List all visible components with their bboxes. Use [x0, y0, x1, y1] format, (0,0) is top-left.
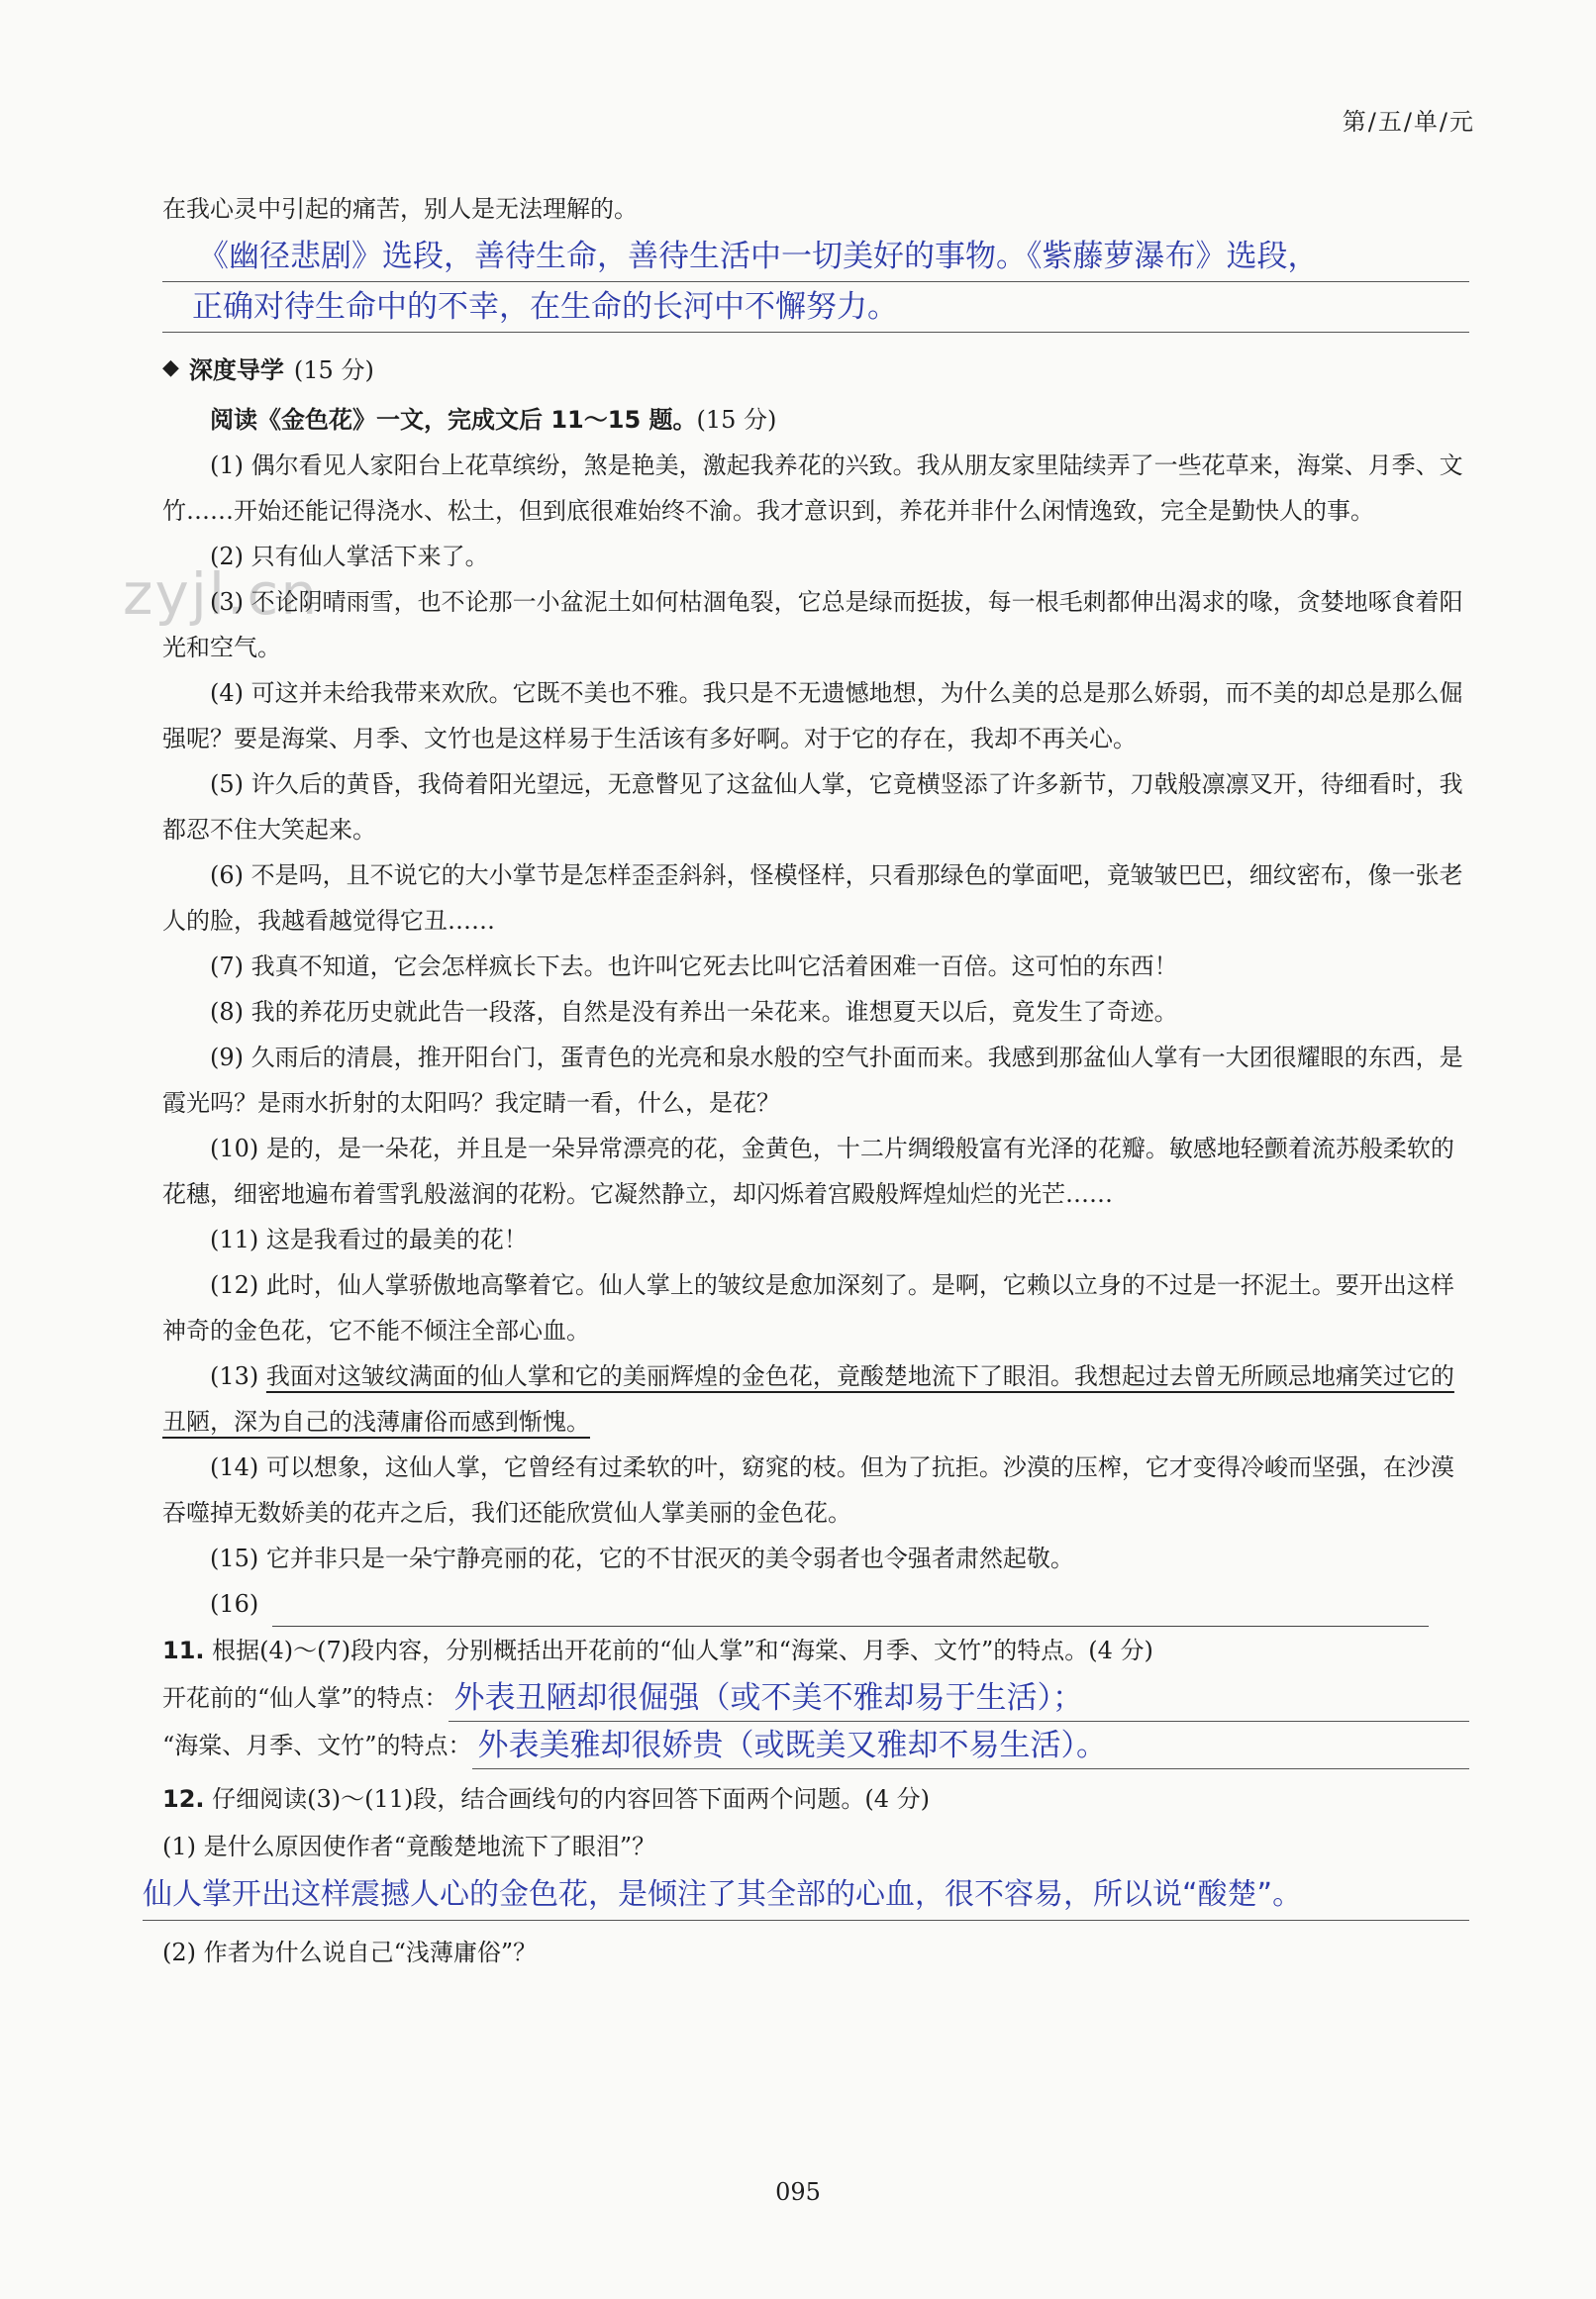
reading-intro-text: 阅读《金色花》一文，完成文后 11～15 题。 [210, 406, 697, 434]
paragraph: (7) 我真不知道，它会怎样疯长下去。也许叫它死去比叫它活着困难一百倍。这可怕的东西！ [210, 952, 1178, 980]
paragraph-16-number: (16) [210, 1590, 259, 1618]
page-content [143, 186, 1469, 1976]
answer-label: 开花前的“仙人掌”的特点： [162, 1684, 449, 1712]
question-number: 11. [162, 1637, 205, 1664]
fill-in-blank[interactable] [272, 1596, 1429, 1627]
watermark: zyjl.cn [123, 560, 320, 628]
paragraph: (12) 此时，仙人掌骄傲地高擎着它。仙人掌上的皱纹是愈加深刻了。是啊，它赖以立身的不过是一抔泥土。要开出这样神奇的金色花，它不能不倾注全部心血。 [162, 1271, 1454, 1345]
handwritten-answer[interactable]: 外表丑陋却很倔强（或不美不雅却易于生活）； [449, 1675, 1469, 1722]
reading-intro [162, 397, 1469, 443]
top-text: 在我心灵中引起的痛苦，别人是无法理解的。 [162, 195, 638, 223]
question-text: 仔细阅读(3)～(11)段，结合画线句的内容回答下面两个问题。(4 分) [212, 1785, 931, 1813]
question-number: 12. [162, 1785, 205, 1813]
section-title: 深度导学 [188, 356, 284, 384]
answer-line-1: 《幽径悲剧》选段，善待生命，善待生活中一切美好的事物。《紫藤萝瀑布》选段， [162, 232, 1469, 282]
handwritten-answer[interactable]: 仙人掌开出这样震撼人心的金色花，是倾注了其全部的心血，很不容易，所以说“酸楚”。 [143, 1870, 1469, 1921]
paragraph: (3) 不论阴晴雨雪，也不论那一小盆泥土如何枯涸龟裂，它总是绿而挺拔，每一根毛刺都伸出渴求的喙，贪婪地啄食着阳光和空气。 [162, 588, 1463, 661]
top-handwritten-answer [192, 232, 1469, 333]
paragraph: (9) 久雨后的清晨，推开阳台门，蛋青色的光亮和泉水般的空气扑面而来。我感到那盆仙人掌有一大团很耀眼的东西，是霞光吗？是雨水折射的太阳吗？我定睛一看，什么，是花？ [162, 1044, 1463, 1117]
answer-row-flowers [162, 1722, 1469, 1769]
section-score: (15 分) [293, 356, 374, 384]
sub-question-1: (1) 是什么原因使作者“竟酸楚地流下了眼泪”？ [162, 1833, 656, 1860]
answer-row-cactus [162, 1674, 1469, 1722]
question-12 [162, 1775, 1469, 1823]
paragraph: (4) 可这并未给我带来欢欣。它既不美也不雅。我只是不无遗憾地想，为什么美的总是那么娇弱，而不美的却总是那么倔强呢？要是海棠、月季、文竹也是这样易于生活该有多好啊。对于它的存在，我却不再关心。 [162, 679, 1463, 752]
paragraph: (1) 偶尔看见人家阳台上花草缤纷，煞是艳美，激起我养花的兴致。我从朋友家里陆续弄了一些花草来，海棠、月季、文竹……开始还能记得浇水、松土，但到底很难始终不渝。我才意识到，养花并非什么闲情逸致，完全是勤快人的事。 [162, 451, 1463, 525]
paragraph-13 [162, 1353, 1469, 1445]
underlined-sentence: 我面对这皱纹满面的仙人掌和它的美丽辉煌的金色花，竟酸楚地流下了眼泪。我想起过去曾无所顾忌地痛笑过它的丑陋，深为自己的浅薄庸俗而感到惭愧。 [162, 1362, 1454, 1436]
paragraph: (2) 只有仙人掌活下来了。 [210, 543, 489, 570]
paragraph: (5) 许久后的黄昏，我倚着阳光望远，无意瞥见了这盆仙人掌，它竟横竖添了许多新节，刀戟般凛凛叉开，待细看时，我都忍不住大笑起来。 [162, 770, 1463, 844]
diamond-icon: ◆ [162, 355, 179, 380]
sub-question-2: (2) 作者为什么说自己“浅薄庸俗”？ [162, 1939, 538, 1966]
paragraph-16 [162, 1581, 1469, 1627]
paragraph: (6) 不是吗，且不说它的大小掌节是怎样歪歪斜斜，怪模怪样，只看那绿色的掌面吧，竟皱皱巴巴，细纹密布，像一张老人的脸，我越看越觉得它丑…… [162, 861, 1463, 935]
paragraph-13-number: (13) [210, 1362, 259, 1390]
section-heading [162, 350, 1469, 385]
page-number: 095 [775, 2178, 821, 2206]
paragraph: (10) 是的，是一朵花，并且是一朵异常漂亮的花，金黄色，十二片绸缎般富有光泽的花瓣。敏感地轻颤着流苏般柔软的花穗，细密地遍布着雪乳般滋润的花粉。它凝然静立，却闪烁着宫殿般辉煌灿烂的光芒…… [162, 1135, 1454, 1208]
paragraph: (8) 我的养花历史就此告一段落，自然是没有养出一朵花来。谁想夏天以后，竟发生了奇迹。 [210, 998, 1178, 1026]
question-text: 根据(4)～(7)段内容，分别概括出开花前的“仙人掌”和“海棠、月季、文竹”的特点。(4 分) [212, 1637, 1153, 1664]
question-11 [162, 1627, 1469, 1674]
handwritten-answer[interactable]: 外表美雅却很娇贵（或既美又雅却不易生活）。 [472, 1723, 1469, 1769]
answer-line-2: 正确对待生命中的不幸，在生命的长河中不懈努力。 [162, 282, 1469, 333]
answer-label: “海棠、月季、文竹”的特点： [162, 1732, 472, 1759]
paragraph: (14) 可以想象，这仙人掌，它曾经有过柔软的叶，窈窕的枝。但为了抗拒。沙漠的压榨，它才变得冷峻而坚强，在沙漠吞噬掉无数娇美的花卉之后，我们还能欣赏仙人掌美丽的金色花。 [162, 1453, 1454, 1527]
paragraph: (11) 这是我看过的最美的花！ [210, 1226, 528, 1253]
unit-header: 第/五/单/元 [1342, 108, 1475, 136]
reading-intro-score: (15 分) [696, 406, 777, 434]
paragraph: (15) 它并非只是一朵宁静亮丽的花，它的不甘泯灭的美令弱者也令强者肃然起敬。 [210, 1545, 1074, 1572]
